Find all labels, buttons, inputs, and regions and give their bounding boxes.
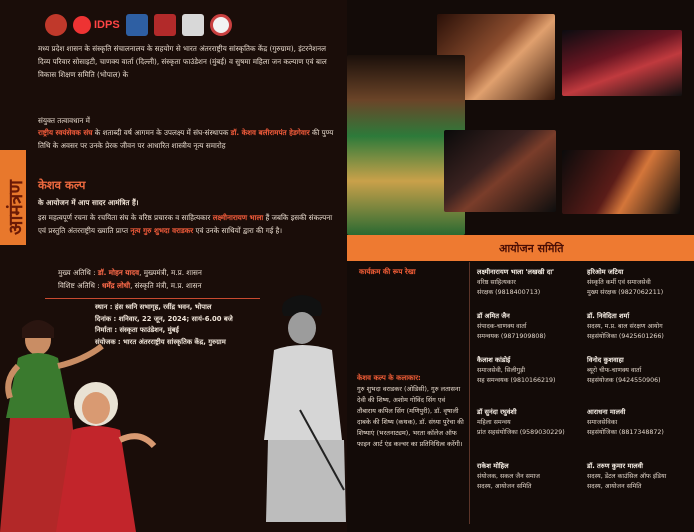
- partner-logos: [45, 14, 232, 36]
- guests: [58, 266, 202, 292]
- member-2: हरिओम जटिया संस्कृति कर्मी एवं समाजसेवी मुख्य संरक्षक (9827062211): [587, 268, 664, 296]
- member-4: डॉ. निवेदिता शर्मा सदस्य, म.प्र. बाल संरक्षण आयोग सहसंयोजिका (9425601266): [587, 312, 664, 340]
- joint-text: संयुक्त तत्वावधान में: [38, 116, 90, 125]
- hedgewar-name: डॉ. केशव बलीरामपंत हेडगेवार: [230, 128, 310, 137]
- date: दिनांक : शनिवार, 22 जून, 2024; सायं-6.00 बजे: [95, 314, 233, 323]
- logo-1: [45, 14, 67, 36]
- member-7: डॉ सुनंदा रघुवंशी महिला समन्वय प्रांत सहसंयोजिका (9589030229): [477, 408, 565, 436]
- artists-heading: केशव कल्प के कलाकार:: [357, 374, 421, 382]
- member-3: डॉ अमित जैन संपादक-चाणक्य वार्ता समन्वयक (9871909808): [477, 312, 546, 340]
- member-1: लक्ष्मीनारायण भाला 'लखखी दा' वरिष्ठ साहित्यकार संरक्षक (9818400713): [477, 268, 555, 296]
- member-9: राकेश मोहिल संयोजक, सकल जैन समाज सदस्य, आयोजन समिति: [477, 462, 540, 490]
- idps-logo: IDPS: [73, 14, 120, 36]
- invitation-right-panel: [347, 0, 694, 532]
- intro-text: मध्य प्रदेश शासन के संस्कृति संचालनालय के सहयोग से भारत अंतरराष्ट्रीय सांस्कृतिक केंद्र (गुरुग्राम), इंटरनेशनल दिव्य परिवार सोसाइटी, चाणक्य वार्ता (दिल्ली), संस्कृता फाउंडेशन (मुंबई) व सुषमा महिला जन कल्याण एवं बाल विकास शिक्षण समिति (भोपाल) के: [38, 44, 327, 79]
- hedgewar-portrait: [260, 290, 346, 522]
- artists-text: गुरु शुभदा वराडकर (ओडिसी), गुरु लतासना देवी की शिष्य, अशोम गोविंद सिंग एवं तौबाराय कपिल सिंग (मणिपुरी), डॉ. वृषाली दाबके की शिष्य (कथक), डॉ. संध्या पुरेचा की शिष्याएं (भरतनाट्यम), भरता कॉलेज ऑफ फाइन आर्ट एंड कल्चर का प्रतिनिधित्व करेंगी।: [357, 385, 464, 448]
- column-divider: [469, 262, 470, 524]
- description-text: इस महत्वपूर्ण रचना के रचयिता संघ के वरिष्ठ प्रचारक व साहित्यकार लक्ष्मीनारायण भाला हैं जबकि इसकी संकल्पना एवं प्रस्तुति अंतरराष्ट्रीय ख्याति प्राप्त नृत्य गुरु शुभदा वराडकर एवं उनके साथियों द्वारा की गई है।: [38, 213, 333, 235]
- dancer-photo-group: [562, 30, 682, 96]
- coordinator: संयोजक : भारत अंतरराष्ट्रीय सांस्कृतिक केंद्र, गुरुग्राम: [95, 337, 226, 346]
- event-title: केशव कल्प: [38, 178, 86, 192]
- rss-name: राष्ट्रीय स्वयंसेवक संघ: [38, 128, 93, 137]
- samiti-title: आयोजन समिति: [499, 242, 564, 255]
- member-5: कैलाश कांडोई समाजसेवी, सिलीगुड़ी सह समन्वयक (9810166219): [477, 356, 556, 384]
- logo-4: [154, 14, 176, 36]
- event-details: [95, 302, 233, 348]
- divider: [45, 298, 260, 299]
- venue: स्थान : हंस ध्वनि सभागृह, रवींद्र भवन, भोपाल: [95, 303, 212, 311]
- occasion-text: राष्ट्रीय स्वयंसेवक संघ के शताब्दी वर्ष आगमन के उपलक्ष्य में संघ-संस्थापक डॉ. केशव बलीरामपंत हेडगेवार की पुण्य तिथि के अवसर पर उनके प्रेरक जीवन पर आधारित शास्त्रीय नृत्य समारोह: [38, 128, 334, 150]
- invite-text: के आयोजन में आप सादर आमंत्रित हैं।: [38, 198, 139, 207]
- dancer-photo-stage: [444, 130, 556, 212]
- idps-mark-icon: [73, 16, 91, 34]
- program-label: कार्यक्रम की रूप रेखा: [359, 267, 416, 276]
- logo-3: [126, 14, 148, 36]
- producer: निर्माता : संस्कृता फाउंडेशन, मुंबई: [95, 326, 179, 334]
- logo-5: [182, 14, 204, 36]
- vertical-title: आमंत्रण: [5, 179, 27, 235]
- logo-6: [210, 14, 232, 36]
- special-guest: विशिष्ट अतिथि : धर्मेंद्र लोधी, संस्कृति मंत्री, म.प्र. शासन: [58, 281, 202, 290]
- author-name: लक्ष्मीनारायण भाला: [212, 213, 264, 222]
- member-10: डॉ. तरुण कुमार मालवी सदस्य, डेंटल काउंसिल ऑफ इंडिया सदस्य, आयोजन समिति: [587, 462, 667, 490]
- chief-guest: मुख्य अतिथि : डॉ. मोहन यादव, मुख्यमंत्री, म.प्र. शासन: [58, 268, 202, 277]
- artists-block: [357, 373, 465, 450]
- dancer-image-2: [50, 370, 160, 532]
- member-6: विनोद कुशवाहा ब्यूरो चीफ-चाणक्य वार्ता सहसंयोजक (9424550906): [587, 356, 661, 384]
- dancer-photo-troupe: [562, 150, 680, 214]
- member-8: आराधना मालवी समाजसेविका सहसंयोजिका (8817348872): [587, 408, 664, 436]
- guru-name: नृत्य गुरु शुभदा वराडकर: [130, 226, 194, 235]
